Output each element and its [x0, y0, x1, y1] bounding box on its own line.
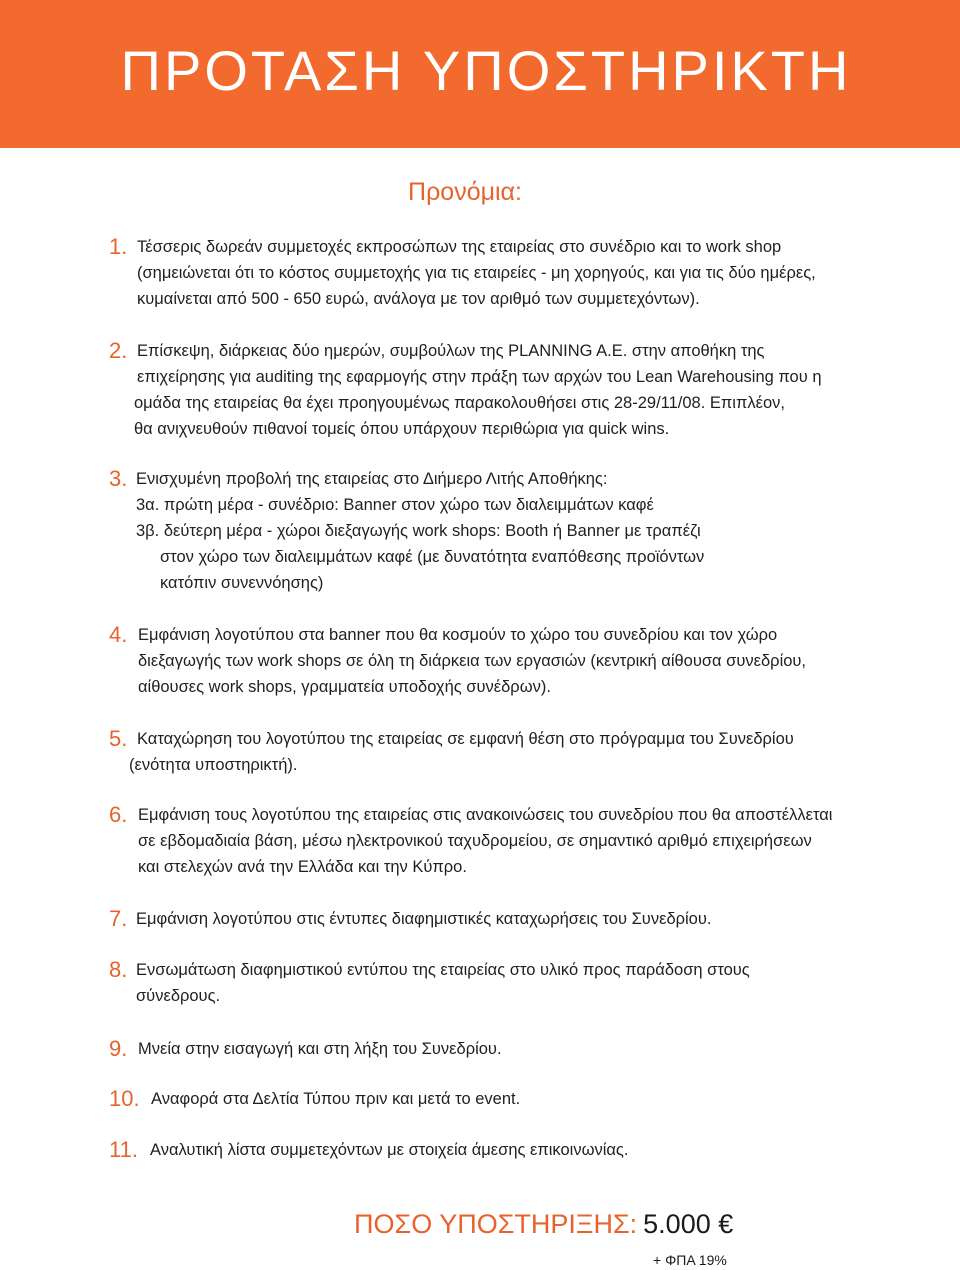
item-1-line-1: Τέσσερις δωρεάν συμμετοχές εκπροσώπων της εταιρείας στο συνέδριο και το work shop [137, 238, 782, 256]
item-4-line-3: αίθουσες work shops, γραμματεία υποδοχής συνέδρων). [138, 678, 551, 696]
item-1-line-2: (σημειώνεται ότι το κόστος συμμετοχής για τις εταιρείες - μη χορηγούς, και για τις δύο ημέρες, [137, 264, 816, 282]
item-3-line-1: Ενισχυμένη προβολή της εταιρείας στο Διήμερο Λιτής Αποθήκης: [136, 470, 608, 488]
item-4-line-2: διεξαγωγής των work shops σε όλη τη διάρκεια των εργασιών (κεντρική αίθουσα συνεδρίου, [138, 652, 807, 670]
list-item-9 [138, 1036, 502, 1062]
item-2-line-4: θα ανιχνευθούν πιθανοί τομείς όπου υπάρχουν περιθώρια για quick wins. [134, 420, 670, 438]
support-amount-label: ΠΟΣΟ ΥΠΟΣΤΗΡΙΞΗΣ: [354, 1209, 638, 1239]
header-banner [0, 0, 960, 148]
item-3-sub-b-cont-2: κατόπιν συνεννόησης) [160, 574, 324, 592]
vat-note: + ΦΠΑ 19% [653, 1252, 727, 1268]
item-number-5: 5. [109, 726, 128, 751]
list-item-4 [138, 622, 806, 700]
item-10-line-1: Αναφορά στα Δελτία Τύπου πριν και μετά το event. [151, 1090, 521, 1108]
list-item-1 [137, 234, 816, 312]
item-number-7: 7. [109, 906, 128, 931]
list-item-11 [150, 1137, 628, 1163]
item-number-8: 8. [109, 957, 128, 982]
list-item-10 [151, 1086, 520, 1112]
item-2-line-1: Επίσκεψη, διάρκειας δύο ημερών, συμβούλων της PLANNING A.E. στην αποθήκη της [137, 342, 765, 360]
item-number-11: 11. [109, 1137, 138, 1162]
item-number-10: 10. [109, 1086, 140, 1111]
item-number-6: 6. [109, 802, 128, 827]
item-number-9: 9. [109, 1036, 128, 1061]
list-item-8 [136, 957, 750, 1009]
section-title-benefits: Προνόμια: [408, 178, 522, 206]
support-amount [354, 1206, 733, 1247]
item-6-line-2: σε εβδομαδιαία βάση, μέσω ηλεκτρονικού ταχυδρομείου, σε σημαντικό αριθμό επιχειρήσεων [138, 832, 812, 850]
item-number-4: 4. [109, 622, 128, 647]
item-8-line-1: Ενσωμάτωση διαφημιστικού εντύπου της εταιρείας στο υλικό προς παράδοση στους [136, 961, 750, 979]
list-item-7 [136, 906, 711, 932]
item-3-sub-b-cont-1: στον χώρο των διαλειμμάτων καφέ (με δυνατότητα εναπόθεσης προϊόντων [160, 548, 705, 566]
item-6-line-3: και στελεχών ανά την Ελλάδα και την Κύπρο. [138, 858, 467, 876]
item-5-line-2: (ενότητα υποστηρικτή). [129, 756, 298, 774]
list-item-3 [136, 466, 704, 596]
support-amount-value: 5.000 € [643, 1209, 734, 1239]
item-5-line-1: Καταχώρηση του λογοτύπου της εταιρείας σε εμφανή θέση στο πρόγραμμα του Συνεδρίου [137, 730, 794, 748]
list-item-2 [134, 338, 822, 442]
item-11-line-1: Αναλυτική λίστα συμμετεχόντων με στοιχεία άμεσης επικοινωνίας. [150, 1141, 629, 1159]
item-8-line-2: σύνεδρους. [136, 987, 221, 1005]
item-3-sub-a: 3α. πρώτη μέρα - συνέδριο: Banner στον χώρο των διαλειμμάτων καφέ [136, 496, 654, 514]
item-9-line-1: Μνεία στην εισαγωγή και στη λήξη του Συνεδρίου. [138, 1040, 502, 1058]
item-number-2: 2. [109, 338, 128, 363]
page-title: ΠΡΟΤΑΣΗ ΥΠΟΣΤΗΡΙΚΤΗ [120, 39, 852, 102]
item-number-1: 1. [109, 234, 128, 259]
item-number-3: 3. [109, 466, 128, 491]
item-7-line-1: Εμφάνιση λογοτύπου στις έντυπες διαφημιστικές καταχωρήσεις του Συνεδρίου. [136, 910, 712, 928]
list-item-6 [138, 802, 832, 880]
item-4-line-1: Εμφάνιση λογοτύπου στα banner που θα κοσμούν το χώρο του συνεδρίου και τον χώρο [138, 626, 778, 644]
item-2-line-3: ομάδα της εταιρείας θα έχει προηγουμένως παρακολουθήσει στις 28-29/11/08. Επιπλέον, [134, 394, 785, 412]
item-2-line-2: επιχείρησης για auditing της εφαρμογής στην πράξη των αρχών του Lean Warehousing που η [137, 368, 822, 386]
item-1-line-3: κυμαίνεται από 500 - 650 ευρώ, ανάλογα με τον αριθμό των συμμετεχόντων). [137, 290, 700, 308]
list-item-5 [129, 726, 794, 778]
item-6-line-1: Εμφάνιση τους λογοτύπου της εταιρείας στις ανακοινώσεις του συνεδρίου που θα αποστέλλεται [138, 806, 833, 824]
item-3-sub-b: 3β. δεύτερη μέρα - χώροι διεξαγωγής work shops: Booth ή Banner με τραπέζι [136, 522, 701, 540]
